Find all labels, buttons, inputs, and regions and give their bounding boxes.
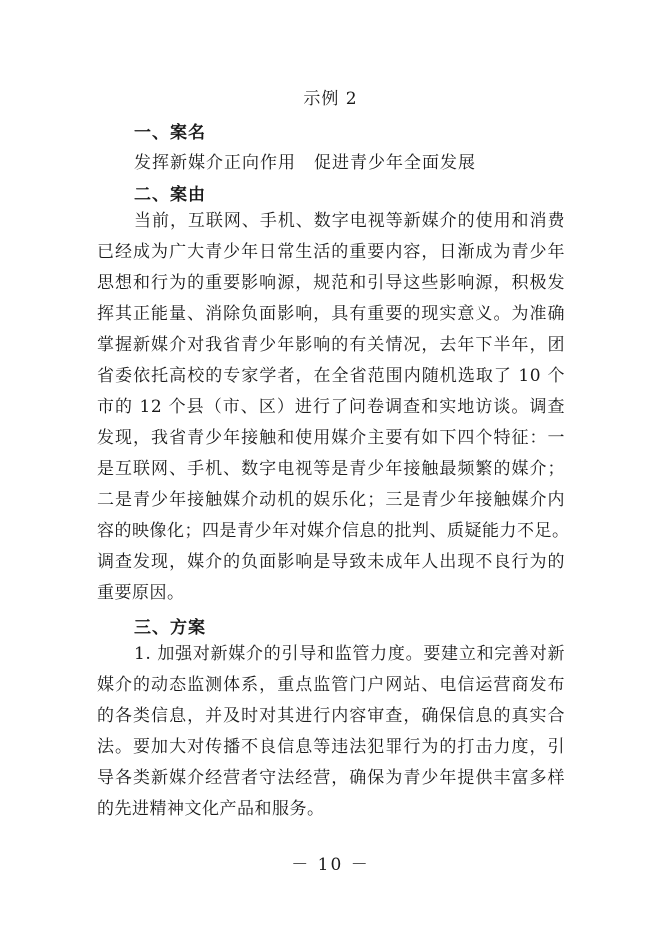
paragraph-line: 已经成为广大青少年日常生活的重要内容，日渐成为青少年 [97,242,565,262]
paragraph-line: 二是青少年接触媒介动机的娱乐化；三是青少年接触媒介内 [97,490,565,510]
paragraph-line: 的先进精神文化产品和服务。 [97,799,325,819]
case-name-text: 发挥新媒介正向作用 促进青少年全面发展 [134,153,476,173]
paragraph-line: 思想和行为的重要影响源，规范和引导这些影响源，积极发 [97,273,565,293]
paragraph-line: 当前，互联网、手机、数字电视等新媒介的使用和消费 [134,211,565,231]
paragraph-line: 的各类信息，并及时对其进行内容审查，确保信息的真实合 [97,706,565,726]
paragraph-line: 法。要加大对传播不良信息等违法犯罪行为的打击力度，引 [97,737,565,757]
paragraph-line: 容的映像化；四是青少年对媒介信息的批判、质疑能力不足。 [97,521,570,541]
paragraph-line: 重要原因。 [97,583,185,603]
paragraph-line: 省委依托高校的专家学者，在全省范围内随机选取了 10 个 [97,366,565,386]
paragraph-line: 导各类新媒介经营者守法经营，确保为青少年提供丰富多样 [97,768,565,788]
paragraph-line: 掌握新媒介对我省青少年影响的有关情况，去年下半年，团 [97,335,565,355]
paragraph-line: 是互联网、手机、数字电视等是青少年接触最频繁的媒介； [97,459,565,479]
document-title: 示例 2 [303,89,358,109]
paragraph-line: 1. 加强对新媒介的引导和监管力度。要建立和完善对新 [134,644,565,664]
paragraph-line: 发现，我省青少年接触和使用媒介主要有如下四个特征：一 [97,428,565,448]
page-number: － 10 － [291,855,370,875]
section-heading-plan: 三、方案 [134,618,206,638]
section-heading-reason: 二、案由 [134,185,206,205]
paragraph-line: 市的 12 个县（市、区）进行了问卷调查和实地访谈。调查 [97,397,565,417]
section-heading-case-name: 一、案名 [134,123,206,143]
paragraph-line: 调查发现，媒介的负面影响是导致未成年人出现不良行为的 [97,552,565,572]
paragraph-line: 媒介的动态监测体系，重点监管门户网站、电信运营商发布 [97,675,565,695]
paragraph-line: 挥其正能量、消除负面影响，具有重要的现实意义。为准确 [97,304,565,324]
